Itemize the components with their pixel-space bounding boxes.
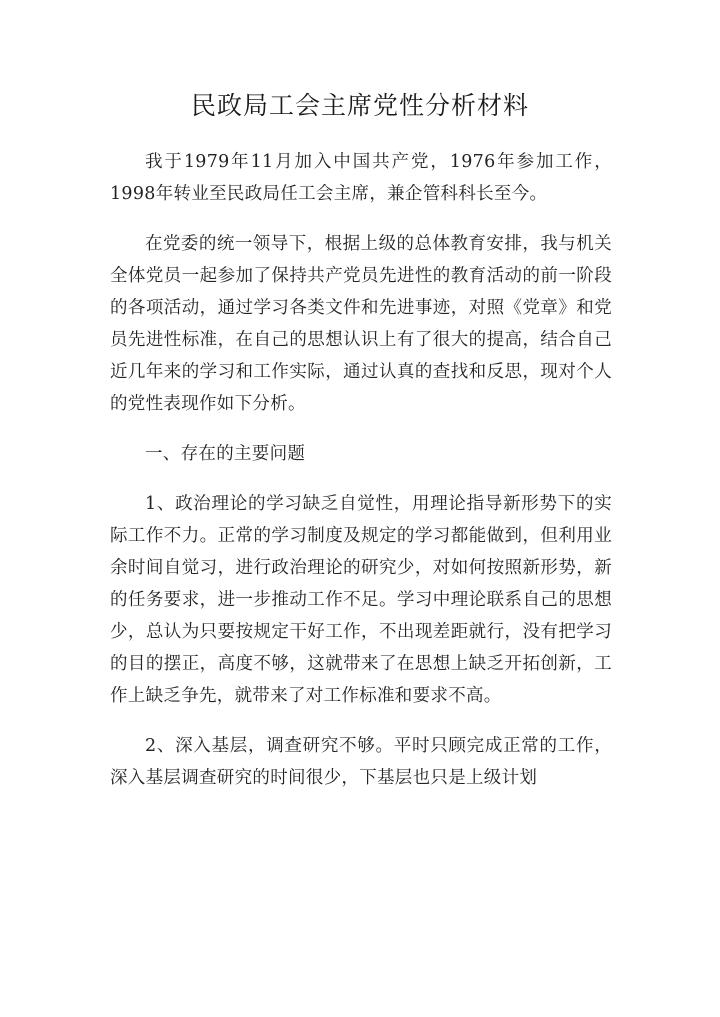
paragraph-problem-1: 1、政治理论的学习缺乏自觉性，用理论指导新形势下的实际工作不力。正常的学习制度及规定的学习都能做到，但利用业余时间自觉习，进行政治理论的研究少，对如何按照新形势，新的任务要求，进一步推动工作不足。学习中理论联系自己的思想少，总认为只要按规定干好工作，不出现差距就行，没有把学习的目的摆正，高度不够，这就带来了在思想上缺乏开拓创新，工作上缺乏争先，就带来了对工作标准和要求不高。	[110, 494, 612, 706]
document-body	[110, 146, 612, 812]
paragraph-intro: 我于1979年11月加入中国共产党，1976年参加工作，1998年转业至民政局任工会主席，兼企管科科长至今。	[110, 152, 612, 204]
section-heading-main-problems: 一、存在的主要问题	[145, 444, 306, 464]
document-title: 民政局工会主席党性分析材料	[190, 91, 529, 120]
paragraph-background: 在党委的统一领导下，根据上级的总体教育安排，我与机关全体党员一起参加了保持共产党员先进性的教育活动的前一阶段的各项活动，通过学习各类文件和先进事迹，对照《党章》和党员先进性标准，在自己的思想认识上有了很大的提高，结合自己近几年来的学习和工作实际，通过认真的查找和反思，现对个人的党性表现作如下分析。	[110, 234, 612, 414]
paragraph-problem-2: 2、深入基层，调查研究不够。平时只顾完成正常的工作，深入基层调查研究的时间很少，下基层也只是上级计划	[110, 736, 612, 788]
